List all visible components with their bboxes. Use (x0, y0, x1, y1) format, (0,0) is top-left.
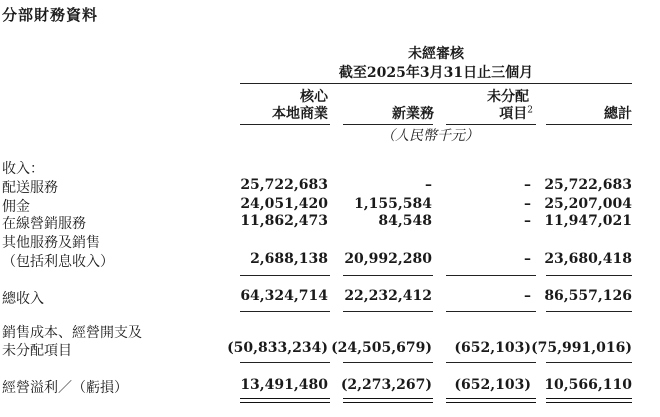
row-label: 未分配項目 (2, 343, 72, 359)
row-value: 64,324,714 (240, 288, 328, 304)
row-value: (2,273,267) (340, 377, 432, 393)
row-label: 銷售成本、經營開支及 (2, 325, 142, 341)
total-rule (240, 398, 330, 399)
row-value: – (524, 251, 531, 267)
row-value: – (524, 177, 531, 193)
row-value: (652,103) (454, 377, 531, 393)
row-label: （包括利息收入） (2, 254, 114, 270)
row-value: 10,566,110 (544, 377, 632, 393)
total-rule (240, 362, 330, 363)
total-rule (343, 398, 433, 399)
col-unalloc-line2: 項目$^2$ (499, 105, 533, 122)
col-new-line2: 新業務 (392, 106, 434, 122)
total-rule (446, 398, 536, 399)
row-label: 收入： (2, 161, 44, 177)
total-rule (240, 311, 330, 312)
row-value: 25,207,004 (544, 196, 632, 212)
row-value: 1,155,584 (354, 196, 432, 212)
row-value: 11,947,021 (544, 213, 632, 229)
row-value: (24,505,679) (331, 340, 432, 356)
col-unalloc-line1: 未分配 (487, 89, 529, 105)
total-rule (546, 398, 632, 399)
row-value: 20,992,280 (344, 251, 432, 267)
row-value: 23,680,418 (544, 251, 632, 267)
row-value: – (524, 213, 531, 229)
total-rule (343, 362, 433, 363)
row-value: 24,051,420 (240, 196, 328, 212)
total-rule (343, 275, 433, 276)
total-rule (240, 275, 330, 276)
page-title: 分部財務資料 (2, 6, 99, 24)
unit-label: （人民幣千元） (381, 128, 479, 144)
col-total-line2: 總計 (604, 106, 632, 122)
total-rule (240, 402, 330, 403)
total-rule (546, 275, 632, 276)
row-value: 86,557,126 (544, 288, 632, 304)
total-rule (446, 362, 536, 363)
col-core-line1: 核心 (300, 89, 328, 105)
col-core-line2: 本地商業 (272, 106, 328, 122)
row-value: 2,688,138 (250, 251, 328, 267)
total-rule (546, 362, 632, 363)
total-rule (446, 311, 536, 312)
audit-status: 未經審核 (408, 46, 464, 62)
row-value: 25,722,683 (544, 177, 632, 193)
row-label: 總收入 (2, 291, 44, 307)
total-rule (343, 402, 433, 403)
col-rule (546, 124, 632, 125)
header-rule (240, 83, 632, 84)
row-value: 11,862,473 (240, 213, 328, 229)
total-rule (446, 402, 536, 403)
total-rule (446, 275, 536, 276)
row-value: 13,491,480 (240, 377, 328, 393)
footnote-marker: 2 (527, 105, 533, 116)
period-label: 截至2025年3月31日止三個月 (338, 65, 534, 81)
row-value: 22,232,412 (344, 288, 432, 304)
row-value: – (524, 288, 531, 304)
row-label: 其他服務及銷售 (2, 235, 100, 251)
row-value: (652,103) (454, 340, 531, 356)
total-rule (343, 311, 433, 312)
col-rule (240, 124, 330, 125)
row-value: (75,991,016) (531, 340, 632, 356)
row-label: 佣金 (2, 199, 30, 215)
row-label: 配送服務 (2, 180, 58, 196)
row-label: 在線營銷服務 (2, 216, 86, 232)
row-value: 84,548 (378, 213, 432, 229)
row-value: – (425, 177, 432, 193)
row-value: (50,833,234) (227, 340, 328, 356)
row-label: 經營溢利／（虧損） (2, 380, 128, 396)
total-rule (546, 311, 632, 312)
total-rule (546, 402, 632, 403)
row-value: 25,722,683 (240, 177, 328, 193)
row-value: – (524, 196, 531, 212)
